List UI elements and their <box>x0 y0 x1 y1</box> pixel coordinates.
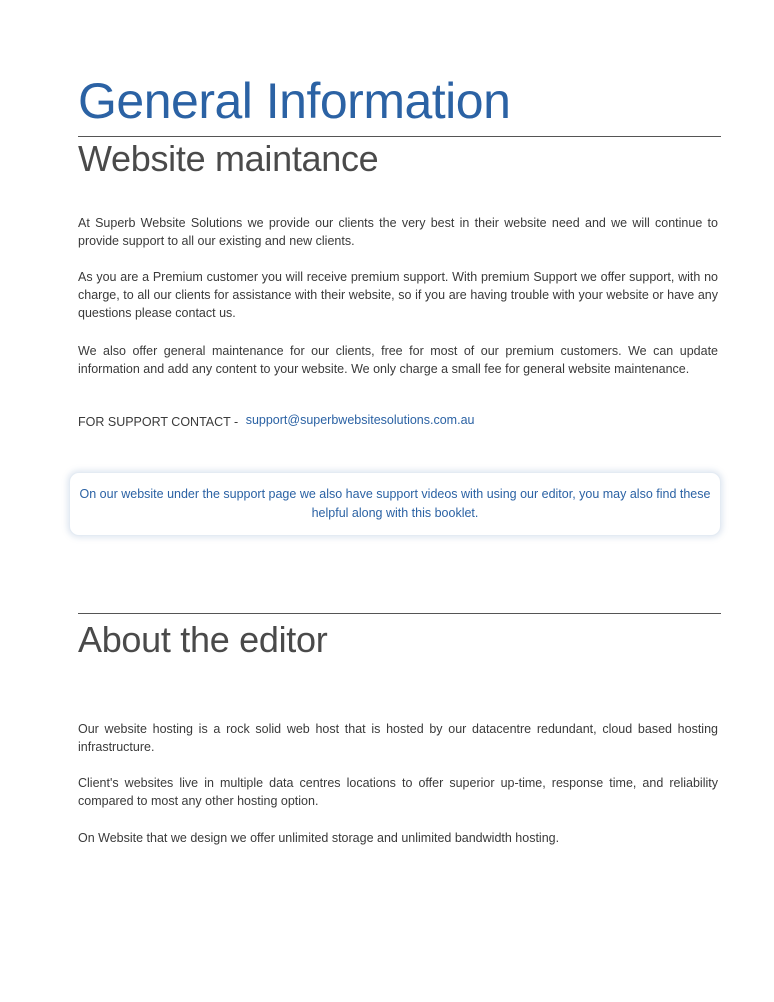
page-title: General Information <box>78 73 511 129</box>
section-heading-website-maintenance: Website maintance <box>78 138 379 179</box>
editor-paragraph-3: On Website that we design we offer unlimited storage and unlimited bandwidth hosting. <box>78 831 560 845</box>
section-heading-about-editor: About the editor <box>78 619 328 660</box>
maintenance-paragraph-2: As you are a Premium customer you will receive premium support. With premium Support we offer support, with no charge, to all our clients for assistance with their website, so if you are having trouble with your website or have any questions please contact us. <box>78 270 718 320</box>
section-divider <box>78 613 721 614</box>
editor-paragraph-2: Client's websites live in multiple data centres locations to offer superior up-time, response time, and reliability compared to most any other hosting option. <box>78 776 718 808</box>
title-divider <box>78 136 721 137</box>
support-email-link[interactable]: support@superbwebsitesolutions.com.au <box>245 413 475 427</box>
maintenance-paragraph-1: At Superb Website Solutions we provide our clients the very best in their website need and we will continue to provide support to all our existing and new clients. <box>78 216 718 248</box>
callout-text: On our website under the support page we also have support videos with using our editor, you may also find these helpful along with this booklet. <box>79 487 711 520</box>
support-contact-label: FOR SUPPORT CONTACT - <box>78 415 239 429</box>
maintenance-paragraph-3: We also offer general maintenance for our clients, free for most of our premium customers. We can update information and add any content to your website. We only charge a small fee for general website maintenance. <box>78 344 718 376</box>
support-videos-callout <box>69 472 721 536</box>
support-contact <box>78 413 474 431</box>
editor-paragraph-1: Our website hosting is a rock solid web host that is hosted by our datacentre redundant, cloud based hosting infrastructure. <box>78 722 718 754</box>
